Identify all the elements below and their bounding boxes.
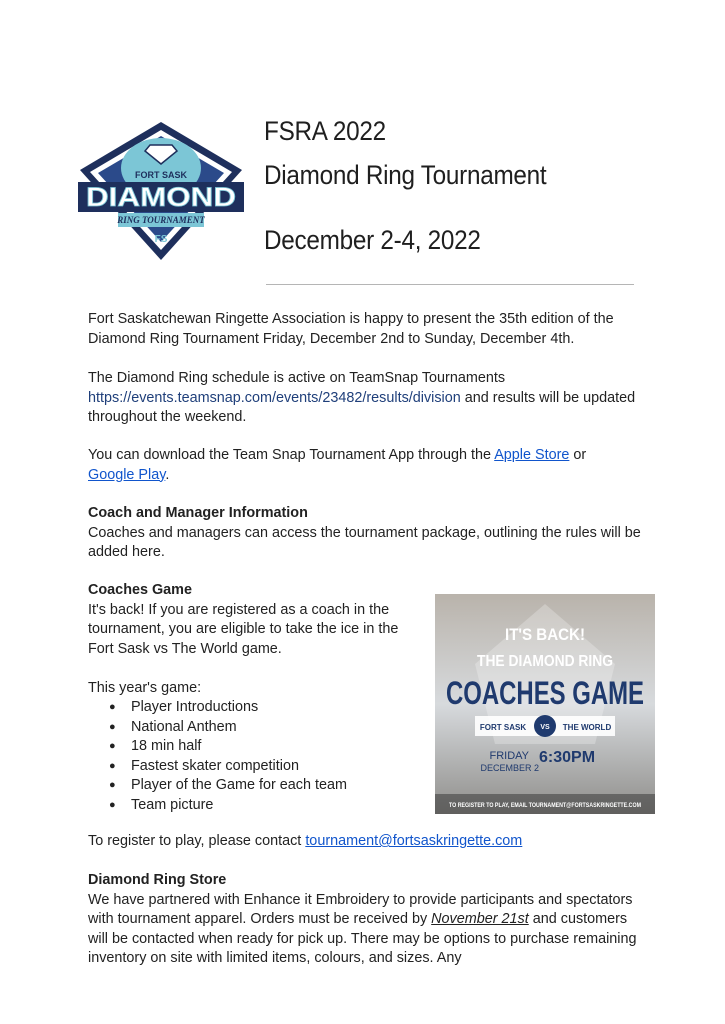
logo-banner-text: RING TOURNAMENT	[117, 215, 205, 225]
promo-vs: VS	[540, 724, 550, 731]
logo-top-text: FORT SASK	[134, 170, 188, 180]
store-section: Diamond Ring Store We have partnered with Enhance it Embroidery to provide participants and spectators with tournament apparel. Orders must be received by November 21st and customers will be contacted when ready for pick up. There may be options to purchase remaining inventory on site with limited items, colours, and sizes. Any	[88, 871, 648, 969]
coach-info-text: Coaches and managers can access the tournament package, outlining the rules will be added here.	[88, 524, 641, 560]
promo-date: DECEMBER 2	[480, 763, 539, 773]
header-line-3: December 2-4, 2022	[264, 225, 481, 255]
coach-info-heading: Coach and Manager Information	[88, 505, 308, 521]
app-paragraph: You can download the Team Snap Tournament App through the Apple Store or Google Play.	[88, 447, 587, 483]
list-item: ● Fastest skater competition	[131, 757, 418, 777]
list-item: ● Player Introductions	[131, 698, 418, 718]
coach-info-section	[88, 504, 648, 563]
store-heading: Diamond Ring Store	[88, 872, 227, 888]
promo-line-2: THE DIAMOND RING	[477, 653, 613, 670]
apple-store-link[interactable]: Apple Store	[494, 447, 570, 463]
coaches-game-promo-image	[435, 594, 655, 814]
email-link[interactable]: tournament@fortsaskringette.com	[305, 833, 523, 849]
header-divider	[266, 284, 634, 285]
list-item: ● Player of the Game for each team	[131, 776, 418, 796]
register-paragraph: To register to play, please contact tournament@fortsaskringette.com	[88, 833, 523, 849]
schedule-link[interactable]: https://events.teamsnap.com/events/23482/results/division	[88, 389, 461, 406]
list-item: ● Team picture	[131, 796, 418, 816]
header-line-2: Diamond Ring Tournament	[264, 160, 547, 190]
list-item: ● National Anthem	[131, 718, 418, 738]
coaches-game-list	[88, 698, 418, 815]
promo-line-3: COACHES GAME	[446, 675, 644, 711]
promo-line-1: IT'S BACK!	[505, 625, 585, 644]
header-line-1: FSRA 2022	[264, 116, 386, 146]
logo-main-text: DIAMOND	[86, 182, 236, 212]
logo-bottom-text: FS	[154, 234, 168, 245]
coaches-game-section	[88, 581, 418, 815]
coaches-game-heading: Coaches Game	[88, 582, 192, 598]
coaches-game-text: It's back! If you are registered as a coach in the tournament, you are eligible to take the ice in the Fort Sask vs The World game.	[88, 601, 399, 657]
store-deadline: November 21st	[431, 911, 529, 927]
google-play-link[interactable]: Google Play	[88, 466, 166, 483]
promo-team-2: THE WORLD	[562, 723, 612, 732]
intro-paragraph: Fort Saskatchewan Ringette Association is happy to present the 35th edition of the Diamond Ring Tournament Friday, December 2nd to Sunday, December 4th.	[88, 311, 614, 347]
promo-team-1: FORT SASK	[479, 723, 527, 732]
schedule-paragraph: The Diamond Ring schedule is active on TeamSnap Tournaments https://events.teamsnap.com/events/23482/results/division and results will be updated throughout the weekend.	[88, 370, 636, 425]
coaches-game-list-intro: This year's game:	[88, 679, 202, 696]
promo-footer: TO REGISTER TO PLAY, EMAIL TOURNAMENT@FORTSASKRINGETTE.COM	[449, 802, 641, 809]
list-item: ● 18 min half	[131, 737, 418, 757]
promo-day: FRIDAY	[489, 750, 529, 762]
tournament-logo	[76, 120, 246, 262]
promo-time: 6:30PM	[539, 749, 596, 766]
